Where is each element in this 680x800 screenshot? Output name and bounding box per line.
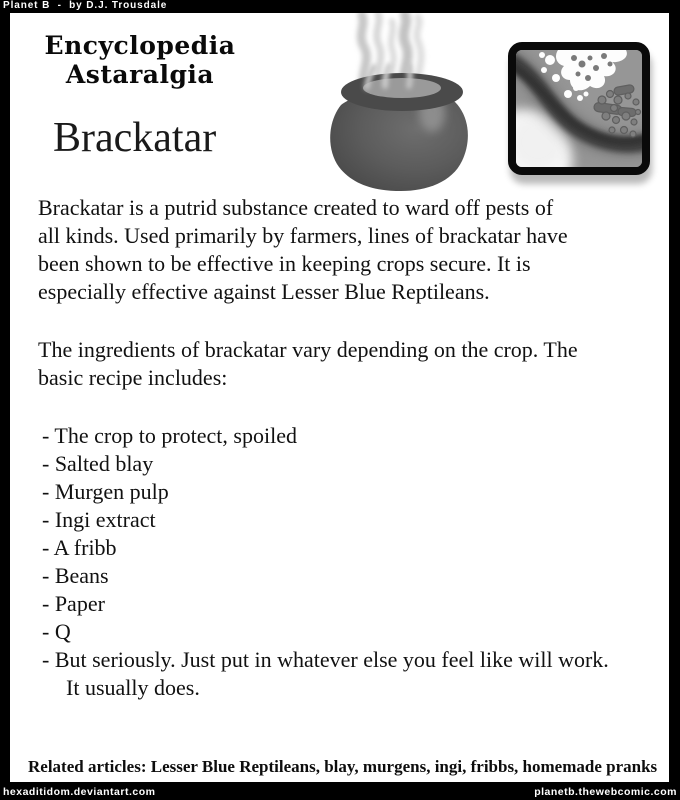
ingredient-item: - Paper (42, 591, 105, 616)
ingredient-item-continuation: It usually does. (66, 675, 200, 700)
related-articles-line: Related articles: Lesser Blue Reptileans, blay, murgens, ingi, fribbs, homemade pranks (28, 757, 658, 776)
masthead-line1: Encyclopedia (44, 31, 236, 60)
entry-paragraph-2 (38, 336, 578, 392)
comic-panel (10, 13, 669, 782)
entry-title: Brackatar (53, 115, 217, 161)
ingredient-item: - Salted blay (42, 451, 154, 476)
ingredient-item: - Murgen pulp (42, 479, 169, 504)
masthead-line2: Astaralgia (65, 60, 215, 89)
ingredient-item: - Ingi extract (42, 507, 156, 532)
ingredient-item: - Q (42, 619, 71, 644)
paragraph-line: The ingredients of brackatar vary depending on the crop. The (38, 337, 578, 362)
paragraph-line: basic recipe includes: (38, 365, 228, 390)
bottom-url-bar (0, 782, 680, 800)
ingredient-item: - But seriously. Just put in whatever else you feel like will work. (42, 647, 609, 672)
inset-picture-svg (516, 50, 642, 167)
ingredient-item: - The crop to protect, spoiled (42, 423, 297, 448)
top-title-bar (0, 0, 680, 13)
deviantart-url-text: hexaditidom.deviantart.com (3, 786, 156, 798)
cauldron-drawing-svg (305, 13, 490, 201)
paragraph-line: Brackatar is a putrid substance created to ward off pests of (38, 195, 554, 220)
ingredient-list (42, 422, 609, 702)
paragraph-line: been shown to be effective in keeping crops secure. It is (38, 251, 531, 276)
comic-title-text: Planet B - by D.J. Trousdale (3, 0, 168, 11)
entry-paragraph-1 (38, 194, 568, 306)
pot-opening (363, 78, 441, 98)
cauldron-illustration (305, 13, 490, 201)
inset-picture-frame (508, 42, 650, 175)
ingredient-item: - Beans (42, 563, 109, 588)
ingredient-item: - A fribb (42, 535, 117, 560)
paragraph-line: all kinds. Used primarily by farmers, lines of brackatar have (38, 223, 568, 248)
encyclopedia-masthead (36, 31, 244, 89)
paragraph-line: especially effective against Lesser Blue Reptileans. (38, 279, 490, 304)
webcomic-url-text: planetb.thewebcomic.com (534, 786, 677, 798)
